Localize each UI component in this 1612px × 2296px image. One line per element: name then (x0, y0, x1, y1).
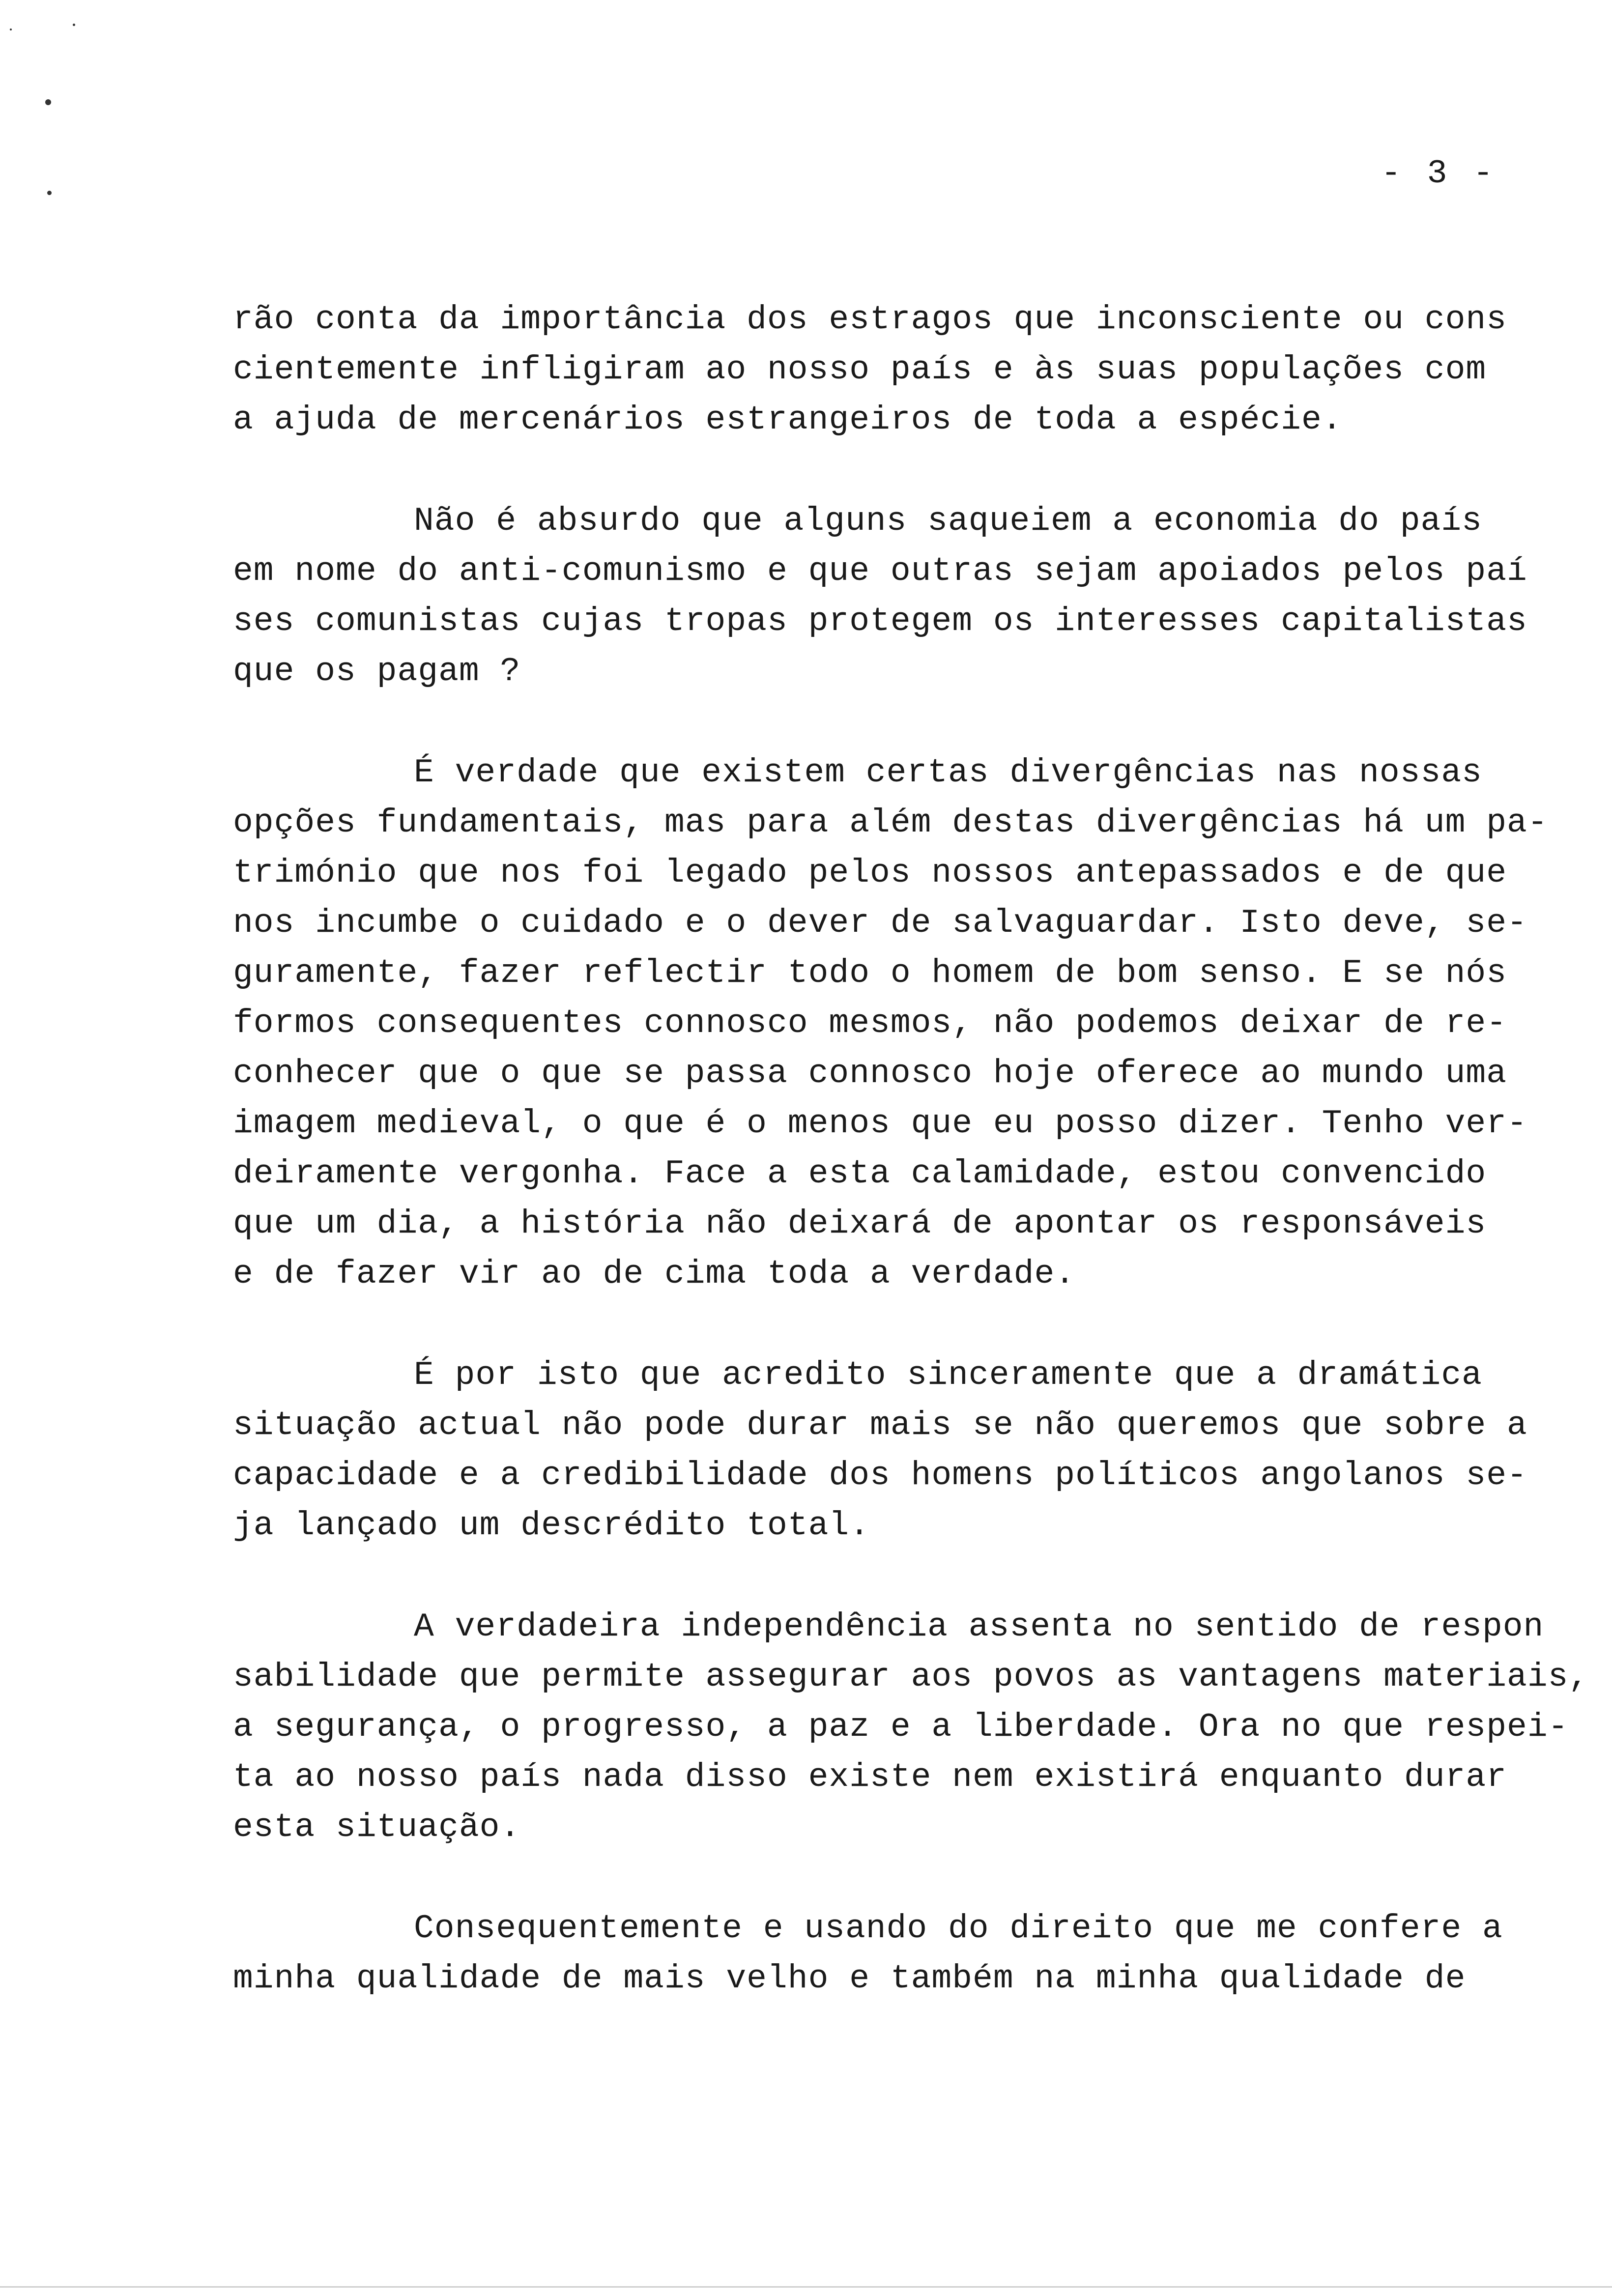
paragraph (233, 748, 1570, 1299)
text-line: a ajuda de mercenários estrangeiros de toda a espécie. (233, 401, 1343, 439)
scan-speck (10, 29, 12, 30)
text-line: É verdade que existem certas divergências nas nossas (414, 754, 1482, 792)
text-line: opções fundamentais, mas para além destas divergências há um pa- (233, 804, 1548, 842)
text-line: deiramente vergonha. Face a esta calamidade, estou convencido (233, 1155, 1487, 1193)
text-line: cientemente infligiram ao nosso país e às suas populações com (233, 351, 1487, 389)
text-line: ses comunistas cujas tropas protegem os interesses capitalistas (233, 603, 1527, 640)
text-line: que um dia, a história não deixará de apontar os responsáveis (233, 1205, 1487, 1243)
text-line: esta situação. (233, 1808, 521, 1846)
text-line: situação actual não pode durar mais se não queremos que sobre a (233, 1406, 1527, 1444)
text-line: sabilidade que permite assegurar aos povos as vantagens materiais, (233, 1658, 1589, 1696)
text-line: É por isto que acredito sinceramente que a dramática (414, 1356, 1482, 1394)
text-line: capacidade e a credibilidade dos homens políticos angolanos se- (233, 1457, 1527, 1494)
document-body (233, 295, 1589, 2055)
bottom-edge-line (0, 2286, 1612, 2288)
text-line: Não é absurdo que alguns saqueiem a economia do país (414, 502, 1482, 540)
text-line: Consequentemente e usando do direito que me confere a (414, 1910, 1503, 1948)
text-line: guramente, fazer reflectir todo o homem de bom senso. E se nós (233, 954, 1507, 992)
text-line: minha qualidade de mais velho e também na minha qualidade de (233, 1960, 1466, 1998)
text-line: imagem medieval, o que é o menos que eu posso dizer. Tenho ver- (233, 1105, 1527, 1143)
paragraph (233, 1602, 1589, 1853)
paragraph (233, 1904, 1570, 2004)
text-line: formos consequentes connosco mesmos, não podemos deixar de re- (233, 1004, 1507, 1042)
scan-speck (73, 24, 75, 26)
scan-speck (47, 191, 52, 195)
text-line: nos incumbe o cuidado e o dever de salvaguardar. Isto deve, se- (233, 904, 1527, 942)
page-number: - 3 - (1381, 155, 1497, 193)
paragraph (233, 496, 1570, 697)
text-line: trimónio que nos foi legado pelos nossos antepassados e de que (233, 854, 1507, 892)
text-line: em nome do anti-comunismo e que outras sejam apoiados pelos paí (233, 552, 1527, 590)
text-line: e de fazer vir ao de cima toda a verdade. (233, 1255, 1076, 1293)
text-line: que os pagam ? (233, 653, 521, 690)
paragraph (233, 1350, 1570, 1551)
scan-speck (45, 99, 51, 105)
text-line: ja lançado um descrédito total. (233, 1507, 870, 1545)
paragraph (233, 295, 1570, 445)
text-line: conhecer que o que se passa connosco hoje oferece ao mundo uma (233, 1055, 1507, 1092)
text-line: ta ao nosso país nada disso existe nem existirá enquanto durar (233, 1758, 1507, 1796)
text-line: a segurança, o progresso, a paz e a liberdade. Ora no que respei- (233, 1708, 1569, 1746)
text-line: A verdadeira independência assenta no sentido de respon (414, 1608, 1544, 1646)
text-line: rão conta da importância dos estragos que inconsciente ou cons (233, 301, 1507, 339)
